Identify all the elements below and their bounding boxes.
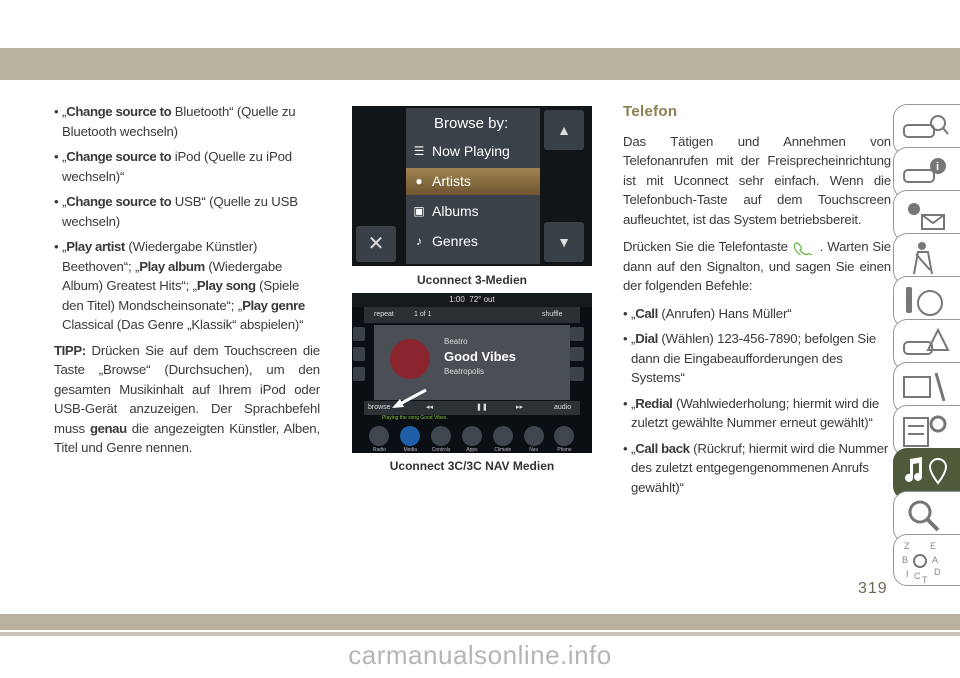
- map-button[interactable]: [570, 327, 584, 341]
- list-item: • „Redial (Wahlwiederholung; hiermit wird die zuletzt gewählte Nummer erneut gewählt)“: [623, 395, 880, 430]
- song-title: Good Vibes: [444, 349, 516, 364]
- menu-item-artists[interactable]: ● Artists: [406, 168, 540, 195]
- magnifier-icon: [900, 496, 950, 538]
- close-icon: ✕: [367, 233, 385, 255]
- person-icon: ●: [415, 174, 423, 188]
- list-item: • „Change source to Bluetooth“ (Quelle zu Bluetooth wechseln): [54, 104, 296, 139]
- command-keyword: Call back: [635, 440, 690, 456]
- triangle-up-icon: ▲: [557, 122, 571, 138]
- browse-header: Browse by:: [434, 115, 509, 132]
- radio-button[interactable]: Radio: [369, 426, 389, 446]
- alphabet-index-icon: [900, 539, 950, 585]
- intro-paragraph: Das Tätigen und Annehmen von Telefonanrufen mit der Freisprecheinrichtung ist mit Uconnect sehr einfach. Wenn die Telefonbuch-Taste auf dem Touchscreen aufleuchtet, ist das System betriebsbereit.: [623, 133, 891, 227]
- svg-text:Z: Z: [904, 541, 910, 551]
- checklist-gear-icon: [900, 410, 950, 452]
- triangle-down-icon: ▼: [557, 234, 571, 250]
- svg-text:A: A: [932, 555, 939, 565]
- list-item: • „Call back (Rückruf; hiermit wird die Nummer des zuletzt entgegengenommenen Anrufs gewählt)“: [623, 440, 889, 495]
- footer-line: [0, 632, 960, 636]
- pause-icon[interactable]: ❚❚: [476, 404, 488, 411]
- left-column: [54, 102, 320, 466]
- right-column: [623, 102, 891, 503]
- uconnect-3-screen: [352, 106, 592, 266]
- list-item: • „Call (Anrufen) Hans Müller“: [623, 305, 792, 321]
- header-band: [0, 48, 960, 80]
- svg-text:E: E: [930, 541, 937, 551]
- list-item: • „Play artist (Wiedergabe Künstler) Beethoven“; „Play album (Wiedergabe Album) Greatest Hits“; „Play song (Spiele den Titel) Mondscheinsonate“; „Play genre Classical (Das Genre „Klassik“ abspielen)“: [54, 239, 305, 332]
- steering-key-icon: [900, 281, 950, 323]
- scroll-down-button[interactable]: [544, 222, 584, 262]
- browse-button[interactable]: browse: [368, 404, 391, 411]
- footer-band: [0, 614, 960, 630]
- command-keyword: Change source to: [66, 104, 172, 119]
- repeat-button[interactable]: repeat: [374, 311, 394, 318]
- list-item: • „Dial (Wählen) 123-456-7890; befolgen Sie dann die Eingabeaufforderungen des Systems“: [623, 331, 877, 385]
- tip-paragraph: TIPP: Drücken Sie auf dem Touchscreen die Taste „Browse“ (Durchsuchen), um den gesamten Musikinhalt auf Ihrem iPod oder USB-Gerät anzuzeigen. Der Sprachbefehl muss genau die angezeigten Künstler, Alben, Titel und Genre nennen.: [54, 342, 320, 455]
- section-heading: Telefon: [623, 103, 678, 120]
- audio-button[interactable]: audio: [554, 404, 572, 411]
- command-keyword: Call: [635, 305, 658, 321]
- media-button[interactable]: Media: [400, 426, 420, 446]
- figure-caption: Uconnect 3C/3C NAV Medien: [389, 459, 555, 473]
- menu-item-albums[interactable]: ▣ Albums: [406, 198, 540, 225]
- light-mail-icon: [900, 195, 950, 237]
- menu-item-now-playing[interactable]: ☰ Now Playing: [406, 138, 540, 165]
- controls-button[interactable]: Controls: [431, 426, 451, 446]
- album-icon: ▣: [413, 204, 425, 218]
- media-bar: [364, 307, 580, 323]
- phone-button[interactable]: Phone: [554, 426, 574, 446]
- car-warning-icon: [900, 324, 950, 366]
- page-number: 319: [858, 580, 888, 597]
- bottom-menu: [364, 421, 580, 451]
- close-button[interactable]: [356, 226, 396, 262]
- scroll-up-button[interactable]: [544, 110, 584, 150]
- album-name: Beatropolis: [444, 367, 485, 376]
- source-usb-button[interactable]: [353, 327, 365, 341]
- command-keyword: Change source to: [66, 194, 172, 209]
- svg-text:C: C: [914, 571, 921, 581]
- shuffle-button[interactable]: shuffle: [542, 311, 563, 318]
- svg-text:D: D: [934, 567, 941, 577]
- tools-icon: [900, 367, 950, 409]
- nav-button[interactable]: Nav: [524, 426, 544, 446]
- track-position: 1 of 1: [414, 311, 432, 318]
- speech-feedback: Playing the song Good Vibes.: [382, 415, 448, 421]
- list-item: • „Change source to iPod (Quelle zu iPod wechseln)“: [54, 149, 292, 184]
- command-keyword: Dial: [635, 331, 658, 346]
- apps-button[interactable]: Apps: [462, 426, 482, 446]
- watermark: carmanualsonline.info: [348, 640, 612, 670]
- svg-text:B: B: [902, 555, 909, 565]
- svg-text:T: T: [922, 575, 928, 585]
- status-bar: 1:00 72° out: [352, 293, 592, 307]
- guitar-icon: ♪: [416, 234, 422, 248]
- source-bluetooth-button[interactable]: [353, 367, 365, 381]
- svg-text:i: i: [936, 161, 940, 173]
- command-keyword: Change source to: [66, 149, 172, 164]
- car-info-icon: [900, 152, 950, 194]
- source-aux-button[interactable]: [353, 347, 365, 361]
- command-keyword: Redial: [635, 395, 673, 411]
- menu-item-genres[interactable]: ♪ Genres: [406, 228, 540, 255]
- music-nav-icon: [900, 453, 950, 495]
- info-button[interactable]: [570, 347, 584, 361]
- uconnect-3c-screen: [352, 293, 592, 453]
- previous-icon[interactable]: ◂◂: [426, 404, 434, 411]
- figure-caption: Uconnect 3-Medien: [416, 273, 527, 287]
- climate-button[interactable]: Climate: [493, 426, 513, 446]
- tag-button[interactable]: [570, 367, 584, 381]
- tab-index[interactable]: [893, 534, 960, 586]
- arrow-icon: [390, 387, 430, 411]
- phone-icon: [792, 241, 820, 255]
- artist-name: Beatro: [444, 337, 468, 346]
- seatbelt-person-icon: [900, 238, 950, 280]
- album-art: [390, 339, 430, 379]
- next-icon[interactable]: ▸▸: [516, 404, 524, 411]
- list-item: • „Change source to USB“ (Quelle zu USB wechseln): [54, 194, 298, 229]
- instruction-paragraph: Drücken Sie die Telefontaste . Warten Sie dann auf den Signalton, und sagen Sie einen der folgenden Befehle:: [623, 239, 891, 293]
- list-icon: ☰: [413, 144, 425, 158]
- car-search-icon: [900, 109, 950, 151]
- svg-text:I: I: [906, 569, 909, 579]
